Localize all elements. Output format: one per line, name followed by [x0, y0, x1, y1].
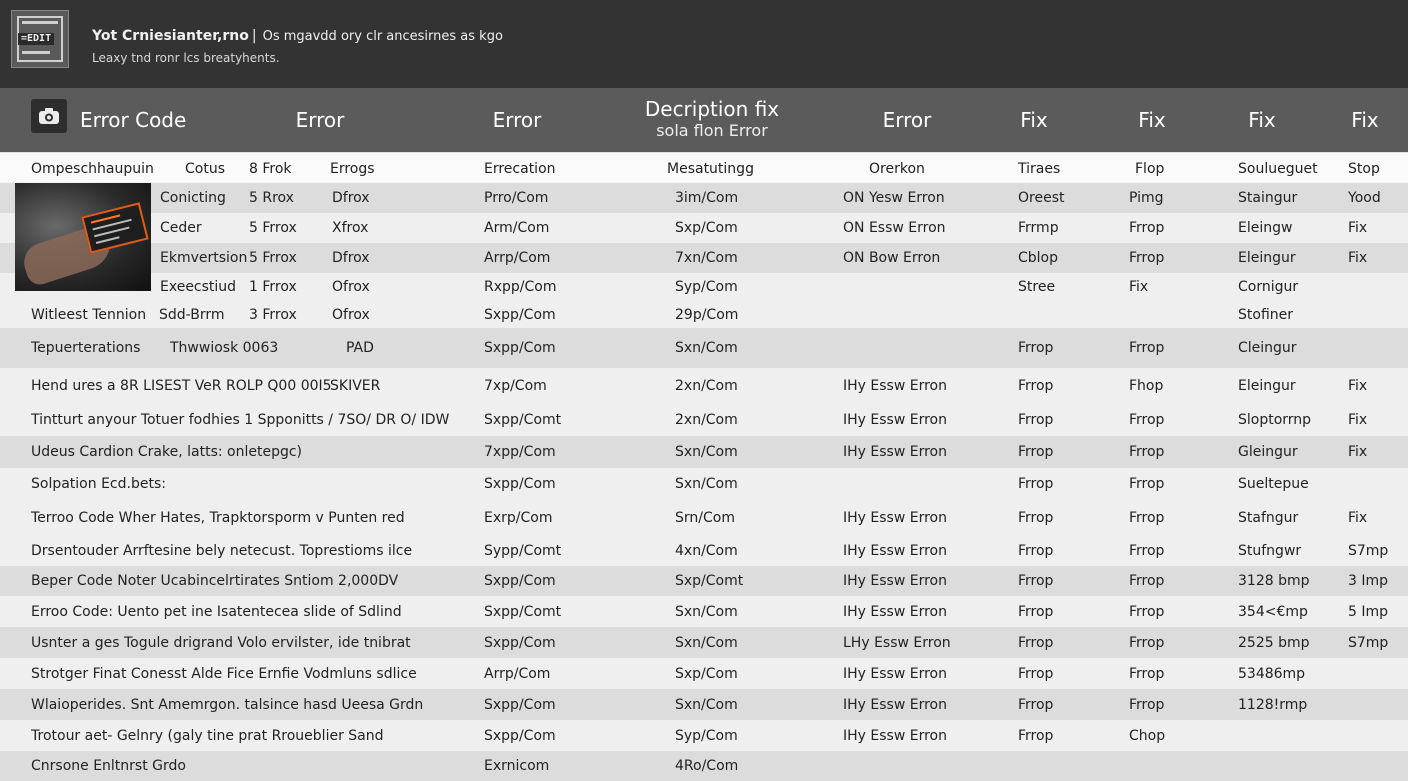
table-cell: Frrop — [1129, 510, 1165, 526]
table-cell: Xfrox — [332, 220, 369, 236]
table-cell: Fix — [1348, 510, 1368, 526]
table-cell: S7mp — [1348, 543, 1389, 559]
table-cell: Conicting — [160, 190, 226, 206]
column-header[interactable]: Soulueguet — [1238, 161, 1318, 177]
table-cell: 2525 bmp — [1238, 634, 1310, 651]
table-row[interactable] — [0, 720, 1408, 751]
logo-text: =EDIT — [18, 33, 54, 45]
header-error-3[interactable]: Error — [882, 108, 932, 132]
column-header[interactable]: Ompeschhaupuin — [31, 161, 154, 177]
table-cell: Sxn/Com — [675, 444, 738, 460]
header-error-2[interactable]: Error — [492, 108, 542, 132]
table-cell: Srn/Com — [675, 510, 735, 526]
table-cell: Frrop — [1129, 603, 1165, 620]
table-cell: Drsentouder Arrftesine bely netecust. Toprestioms ilce — [31, 543, 413, 559]
table-cell: Cblop — [1018, 250, 1059, 266]
table-cell: Frrop — [1129, 573, 1165, 589]
table-row[interactable] — [0, 596, 1408, 627]
table-cell: Stafngur — [1238, 510, 1299, 526]
table-row[interactable] — [0, 468, 1408, 500]
table-cell: Solpation Ecd.bets: — [31, 476, 166, 492]
column-header[interactable]: Tiraes — [1018, 161, 1061, 177]
table-cell: Frrop — [1018, 444, 1054, 460]
column-header[interactable]: Errecation — [484, 161, 556, 177]
table-cell: Pimg — [1129, 190, 1164, 206]
table-cell: IHy Essw Erron — [843, 665, 947, 682]
table-cell: Sxp/Com — [675, 220, 738, 236]
table-cell: Yood — [1348, 190, 1381, 206]
table-cell: Stofiner — [1238, 306, 1294, 323]
table-cell: Exrnicom — [484, 758, 550, 774]
table-cell: 4xn/Com — [675, 543, 738, 559]
table-cell: IHy Essw Erron — [843, 412, 947, 428]
table-cell: PAD — [346, 340, 374, 356]
table-cell: Staingur — [1238, 190, 1298, 206]
table-cell: 2xn/Com — [675, 378, 738, 394]
table-cell: IHy Essw Erron — [843, 696, 947, 713]
table-cell: Frrop — [1018, 340, 1054, 356]
table-row[interactable] — [0, 566, 1408, 596]
header-fix-1[interactable]: Fix — [1020, 108, 1048, 132]
table-cell: Hend ures a 8R LISEST VeR ROLP Q00 00I5 — [31, 378, 332, 394]
table-cell: Ofrox — [332, 279, 370, 295]
table-row[interactable] — [0, 536, 1408, 566]
table-cell: Frrop — [1018, 665, 1054, 682]
table-cell: Frrop — [1018, 573, 1054, 589]
table-cell: 354<€mp — [1238, 603, 1308, 620]
table-cell: ON Yesw Erron — [843, 190, 945, 206]
table-cell: Sypp/Comt — [484, 543, 562, 559]
table-cell: ON Bow Erron — [843, 250, 941, 266]
table-cell: Ekmvertsion — [160, 250, 248, 266]
table-cell: Tintturt anyour Totuer fodhies 1 Spponitts / 7SO/ DR O/ IDW — [31, 412, 450, 428]
column-header[interactable]: Flop — [1135, 161, 1165, 177]
table-cell: Sxpp/Com — [484, 573, 556, 589]
table-cell: Syp/Com — [675, 279, 738, 295]
table-cell: SKIVER — [330, 378, 381, 394]
table-cell: Sxpp/Com — [484, 727, 556, 744]
table-cell: 3im/Com — [675, 190, 739, 206]
product-thumbnail[interactable] — [15, 183, 151, 291]
table-cell: Usnter a ges Togule drigrand Volo ervilster, ide tnibrat — [31, 634, 411, 651]
header-fix-4[interactable]: Fix — [1351, 108, 1379, 132]
table-cell: LHy Essw Erron — [843, 634, 951, 651]
table-cell: Trotour aet- Gelnry (galy tine prat Rroueblier Sand — [31, 727, 384, 744]
table-cell: Frrop — [1018, 727, 1054, 744]
column-header[interactable]: 8 Frok — [249, 161, 292, 177]
table-cell: Fix — [1348, 220, 1368, 236]
table-cell: 4Ro/Com — [675, 758, 739, 774]
table-cell: Frrop — [1018, 603, 1054, 620]
table-cell: Frrop — [1018, 412, 1054, 428]
header-description-title: Decription fix — [644, 97, 780, 121]
table-cell: 7xn/Com — [675, 250, 738, 266]
table-row[interactable] — [0, 436, 1408, 468]
column-header-row — [0, 152, 1408, 182]
table-cell: Gleingur — [1238, 444, 1298, 460]
table-cell: Arm/Com — [484, 220, 550, 236]
table-cell: S7mp — [1348, 634, 1389, 651]
table-cell: 3 Frrox — [249, 306, 297, 323]
table-row[interactable] — [0, 183, 1408, 213]
table-cell: IHy Essw Erron — [843, 603, 947, 620]
table-cell: Frrop — [1129, 412, 1165, 428]
table-cell: Eleingw — [1238, 220, 1293, 236]
table-cell: Frrop — [1018, 543, 1054, 559]
column-header[interactable]: Cotus — [185, 161, 225, 177]
table-cell: 29p/Com — [675, 306, 739, 323]
table-cell: Dfrox — [332, 250, 370, 266]
table-cell: Frrop — [1018, 634, 1054, 651]
header-fix-2[interactable]: Fix — [1138, 108, 1166, 132]
table-cell: Strotger Finat Conesst Alde Fice Ernfie Vodmluns sdlice — [31, 665, 417, 682]
table-cell: Eleingur — [1238, 250, 1296, 266]
table-cell: Sxn/Com — [675, 696, 738, 713]
table-cell: Frrop — [1129, 665, 1165, 682]
table-cell: 3128 bmp — [1238, 573, 1310, 589]
app-subtitle: Leaxy tnd ronr lcs breatyhents. — [92, 51, 280, 65]
table-cell: Beper Code Noter Ucabincelrtirates Sntiom 2,000DV — [31, 573, 399, 589]
table-cell: Dfrox — [332, 190, 370, 206]
camera-icon[interactable] — [31, 99, 67, 133]
app-tagline: Os mgavdd ory clr ancesirnes as kgo — [262, 29, 503, 44]
table-cell: Sxpp/Com — [484, 634, 556, 651]
table-cell: IHy Essw Erron — [843, 543, 947, 559]
table-cell: 53486mp — [1238, 665, 1306, 682]
table-cell: IHy Essw Erron — [843, 378, 947, 394]
app-title-bold: Yot Crniesianter,rno — [92, 28, 249, 44]
table-cell: 7xpp/Com — [484, 444, 556, 460]
table-cell: Oreest — [1018, 190, 1065, 206]
table-cell: Chop — [1129, 727, 1166, 744]
header-error-1[interactable]: Error — [295, 108, 345, 132]
table-cell: Frrop — [1018, 378, 1054, 394]
logo-line — [22, 21, 58, 24]
table-cell: Fix — [1348, 378, 1368, 394]
table-cell: Erroo Code: Uento pet ine Isatentecea slide of Sdlind — [31, 603, 402, 620]
table-cell: Fix — [1348, 250, 1368, 266]
table-row[interactable] — [0, 213, 1408, 243]
table-cell: Fix — [1129, 279, 1149, 295]
table-cell: 5 Frrox — [249, 220, 297, 236]
column-header[interactable]: Stop — [1348, 161, 1380, 177]
table-header — [0, 88, 1408, 152]
table-cell: 2xn/Com — [675, 412, 738, 428]
table-cell: Ceder — [160, 220, 202, 236]
table-cell: Arrp/Com — [484, 250, 551, 266]
table-cell: Exeecstiud — [160, 279, 237, 295]
app-title — [92, 27, 503, 46]
table-cell: Wlaioperides. Snt Amemrgon. talsince hasd Ueesa Grdn — [31, 696, 424, 713]
table-cell: Cornigur — [1238, 279, 1299, 295]
table-cell: Sxn/Com — [675, 476, 738, 492]
table-cell: Sueltepue — [1238, 476, 1309, 492]
table-row[interactable] — [0, 368, 1408, 404]
logo-line — [22, 51, 50, 54]
table-cell: Frrop — [1129, 476, 1165, 492]
table-cell: Tepuerterations — [31, 340, 141, 356]
table-cell: IHy Essw Erron — [843, 510, 947, 526]
table-cell: Sxn/Com — [675, 603, 738, 620]
table-row[interactable] — [0, 658, 1408, 689]
table-row[interactable] — [0, 627, 1408, 658]
card-shape — [81, 202, 148, 253]
table-cell: Fix — [1348, 412, 1368, 428]
column-header[interactable]: Orerkon — [869, 161, 925, 177]
table-cell: Sxp/Com — [675, 665, 738, 682]
table-cell: Frrop — [1018, 476, 1054, 492]
table-cell: Sxn/Com — [675, 340, 738, 356]
table-cell: Frrop — [1018, 510, 1054, 526]
table-cell: Sxpp/Comt — [484, 603, 562, 620]
table-cell: 3 Imp — [1348, 573, 1389, 589]
table-cell: Thwwiosk 0063 — [170, 340, 279, 356]
column-header[interactable]: Errogs — [330, 161, 375, 177]
table-cell: Frrop — [1129, 340, 1165, 356]
table-cell: Cleingur — [1238, 340, 1297, 356]
table-cell: Sloptorrnp — [1238, 412, 1312, 428]
table-cell: Stree — [1018, 279, 1056, 295]
header-error-code[interactable]: Error Code — [80, 108, 187, 132]
header-description[interactable] — [602, 88, 822, 152]
table-cell: 5 Frrox — [249, 250, 297, 266]
table-row[interactable] — [0, 689, 1408, 720]
table-cell: Sxpp/Comt — [484, 412, 562, 428]
table-row[interactable] — [0, 243, 1408, 273]
column-header[interactable]: Mesatutingg — [667, 161, 754, 177]
table-cell: Sdd-Brrm — [159, 306, 225, 323]
table-cell: Terroo Code Wher Hates, Trapktorsporm v Punten red — [31, 510, 405, 526]
table-cell: Frrop — [1129, 543, 1165, 559]
table-cell: Sxp/Comt — [675, 573, 744, 589]
table-cell: Prro/Com — [484, 190, 549, 206]
table-cell: IHy Essw Erron — [843, 727, 947, 744]
table-cell: Frrop — [1129, 696, 1165, 713]
table-cell: Sxpp/Com — [484, 476, 556, 492]
table-cell: Frrop — [1129, 250, 1165, 266]
title-separator: | — [251, 28, 257, 44]
header-description-sub: sola flon Error — [656, 121, 768, 140]
table-row[interactable] — [0, 404, 1408, 436]
table-cell: Cnrsone Enltnrst Grdo — [31, 758, 186, 774]
table-cell: Fix — [1348, 444, 1368, 460]
title-bar — [0, 0, 1408, 88]
table-cell: Eleingur — [1238, 378, 1296, 394]
app-logo[interactable] — [11, 10, 69, 68]
table-cell: Frrmp — [1018, 220, 1059, 236]
table-cell: Witleest Tennion — [31, 306, 147, 323]
table-cell: Frrop — [1018, 696, 1054, 713]
table-cell: Exrp/Com — [484, 510, 553, 526]
table-cell: IHy Essw Erron — [843, 573, 947, 589]
table-cell: Udeus Cardion Crake, latts: onletepgc) — [31, 444, 303, 460]
table-cell: Syp/Com — [675, 727, 738, 744]
table-cell: 1 Frrox — [249, 279, 297, 295]
table-cell: Rxpp/Com — [484, 279, 557, 295]
table-row[interactable] — [0, 273, 1408, 301]
table-cell: ON Essw Erron — [843, 220, 946, 236]
table-cell: 7xp/Com — [484, 378, 547, 394]
table-cell: Sxpp/Com — [484, 340, 556, 356]
table-cell: 5 Imp — [1348, 603, 1389, 620]
table-cell: Stufngwr — [1238, 543, 1302, 559]
table-cell: IHy Essw Erron — [843, 444, 947, 460]
table-cell: Ofrox — [332, 306, 370, 323]
table-cell: 1128!rmp — [1238, 696, 1308, 713]
table-cell: 5 Rrox — [249, 190, 294, 206]
table-cell: Frrop — [1129, 444, 1165, 460]
table-row[interactable] — [0, 328, 1408, 368]
table-row[interactable] — [0, 751, 1408, 781]
table-row[interactable] — [0, 301, 1408, 328]
table-cell: Arrp/Com — [484, 665, 551, 682]
table-cell: Sxpp/Com — [484, 696, 556, 713]
card-stripe — [96, 236, 120, 244]
table-row[interactable] — [0, 500, 1408, 536]
table-cell: Sxpp/Com — [484, 306, 556, 323]
table-cell: Fhop — [1129, 378, 1164, 394]
table-cell: Sxn/Com — [675, 634, 738, 651]
table-cell: Frrop — [1129, 220, 1165, 236]
table-cell: Frrop — [1129, 634, 1165, 651]
header-fix-3[interactable]: Fix — [1248, 108, 1276, 132]
